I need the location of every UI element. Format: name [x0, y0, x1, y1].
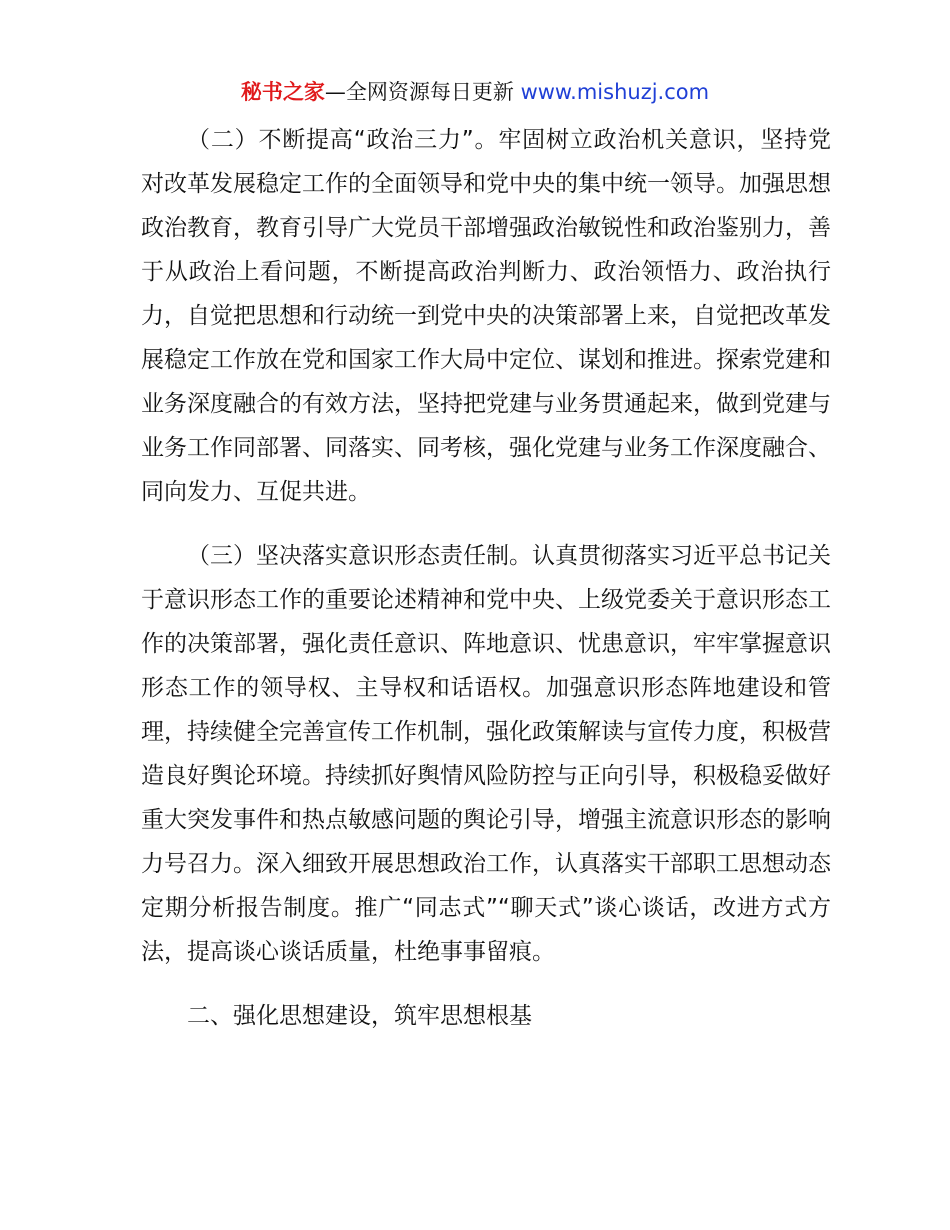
site-header — [0, 76, 950, 108]
brand-name: 秘书之家 — [240, 80, 325, 104]
section-heading: 二、强化思想建设，筑牢思想根基 — [187, 1003, 532, 1029]
paragraph-ideology-responsibility: （三）坚决落实意识形态责任制。认真贯彻落实习近平总书记关于意识形态工作的重要论述精神和党中央、上级党委关于意识形态工作的决策部署，强化责任意识、阵地意识、忧患意识，牢牢掌握意识形态工作的领导权、主导权和话语权。加强意识形态阵地建设和管理，持续健全完善宣传工作机制，强化政策解读与宣传力度，积极营造良好舆论环境。持续抓好舆情风险防控与正向引导，积极稳妥做好重大突发事件和热点敏感问题的舆论引导，增强主流意识形态的影响力号召力。深入细致开展思想政治工作，认真落实干部职工思想动态定期分析报告制度。推广“同志式”“聊天式”谈心谈话，改进方式方法，提高谈心谈话质量，杜绝事事留痕。 — [141, 543, 831, 965]
document-body — [141, 118, 831, 1038]
site-url-link[interactable]: www.mishuzj.com — [520, 80, 710, 104]
header-tagline: —全网资源每日更新 — [324, 80, 521, 104]
paragraph-political-abilities: （二）不断提高“政治三力”。牢固树立政治机关意识，坚持党对改革发展稳定工作的全面领导和党中央的集中统一领导。加强思想政治教育，教育引导广大党员干部增强政治敏锐性和政治鉴别力，善于从政治上看问题，不断提高政治判断力、政治领悟力、政治执行力，自觉把思想和行动统一到党中央的决策部署上来，自觉把改革发展稳定工作放在党和国家工作大局中定位、谋划和推进。探索党建和业务深度融合的有效方法，坚持把党建与业务贯通起来，做到党建与业务工作同部署、同落实、同考核，强化党建与业务工作深度融合、同向发力、互促共进。 — [141, 127, 831, 505]
